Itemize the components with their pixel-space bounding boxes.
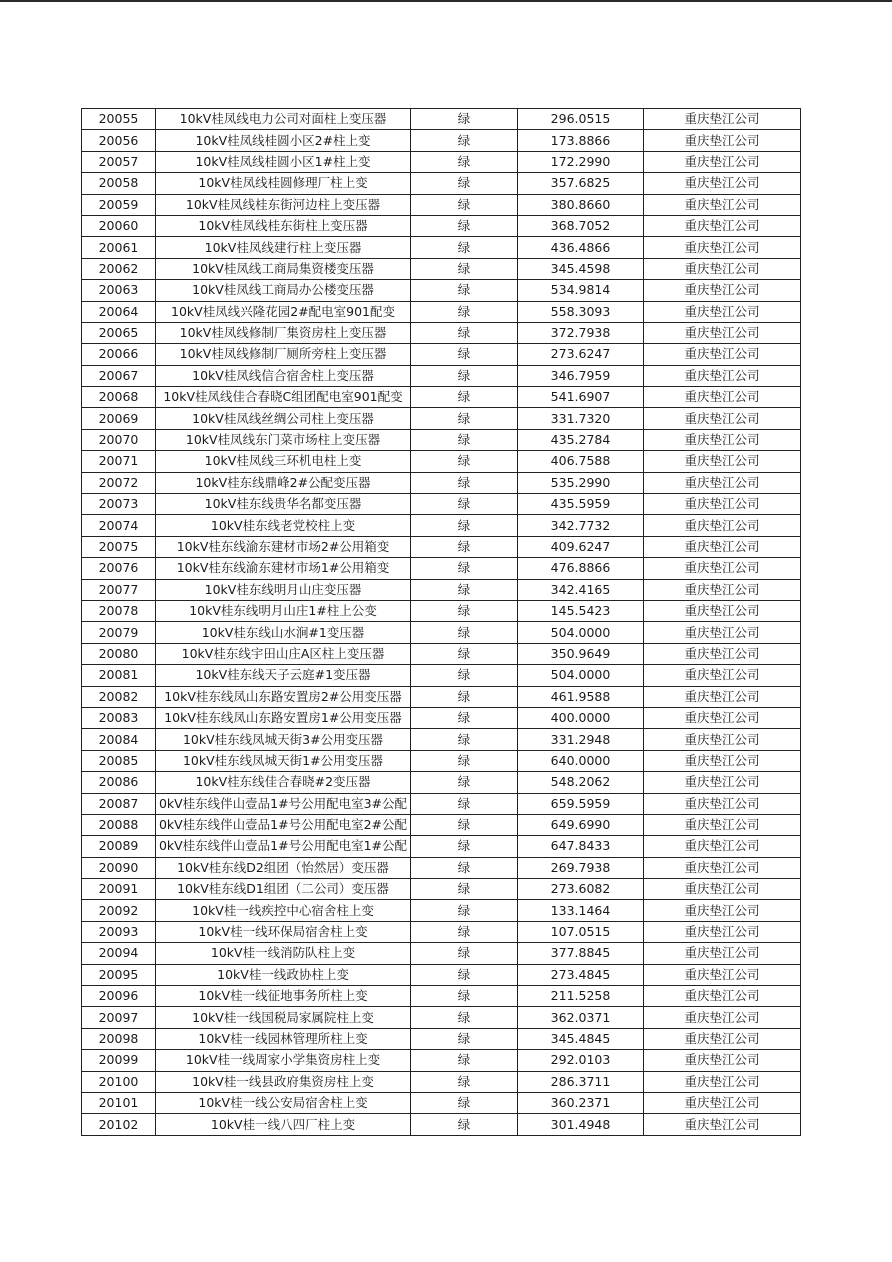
- cell-transformer-name[interactable]: 10kV桂凤线建行柱上变压器: [156, 237, 411, 258]
- cell-transformer-name[interactable]: 10kV桂一线疾控中心宿舍柱上变: [156, 900, 411, 921]
- table-row: [82, 173, 801, 194]
- table-row: [82, 130, 801, 151]
- cell-transformer-name[interactable]: 10kV桂东线贵华名都变压器: [156, 494, 411, 515]
- cell-value[interactable]: 435.5959: [518, 494, 644, 515]
- cell-value[interactable]: 409.6247: [518, 536, 644, 557]
- cell-status-color[interactable]: 绿: [411, 215, 518, 236]
- cell-value[interactable]: 436.4866: [518, 237, 644, 258]
- cell-status-color[interactable]: 绿: [411, 1007, 518, 1028]
- cell-id[interactable]: 20057: [82, 151, 156, 172]
- cell-company[interactable]: 重庆垫江公司: [644, 1028, 801, 1049]
- cell-id[interactable]: 20095: [82, 964, 156, 985]
- cell-transformer-name[interactable]: 10kV桂东线天子云庭#1变压器: [156, 665, 411, 686]
- table-row: [82, 151, 801, 172]
- cell-id[interactable]: 20084: [82, 729, 156, 750]
- cell-transformer-name[interactable]: 10kV桂凤线工商局办公楼变压器: [156, 280, 411, 301]
- cell-company[interactable]: 重庆垫江公司: [644, 707, 801, 728]
- cell-value[interactable]: 476.8866: [518, 558, 644, 579]
- cell-company[interactable]: 重庆垫江公司: [644, 429, 801, 450]
- cell-company[interactable]: 重庆垫江公司: [644, 579, 801, 600]
- cell-transformer-name[interactable]: 10kV桂东线老党校柱上变: [156, 515, 411, 536]
- cell-company[interactable]: 重庆垫江公司: [644, 536, 801, 557]
- cell-company[interactable]: 重庆垫江公司: [644, 344, 801, 365]
- cell-value[interactable]: 640.0000: [518, 750, 644, 771]
- cell-value[interactable]: 504.0000: [518, 665, 644, 686]
- cell-id[interactable]: 20089: [82, 836, 156, 857]
- cell-company[interactable]: 重庆垫江公司: [644, 921, 801, 942]
- cell-value[interactable]: 372.7938: [518, 322, 644, 343]
- cell-id[interactable]: 20078: [82, 600, 156, 621]
- cell-id[interactable]: 20076: [82, 558, 156, 579]
- cell-id[interactable]: 20098: [82, 1028, 156, 1049]
- cell-id[interactable]: 20090: [82, 857, 156, 878]
- cell-id[interactable]: 20086: [82, 772, 156, 793]
- table-row: [82, 237, 801, 258]
- cell-status-color[interactable]: 绿: [411, 986, 518, 1007]
- cell-company[interactable]: 重庆垫江公司: [644, 750, 801, 771]
- cell-value[interactable]: 301.4948: [518, 1114, 644, 1135]
- cell-value[interactable]: 368.7052: [518, 215, 644, 236]
- cell-status-color[interactable]: 绿: [411, 258, 518, 279]
- cell-value[interactable]: 273.4845: [518, 964, 644, 985]
- cell-status-color[interactable]: 绿: [411, 237, 518, 258]
- cell-id[interactable]: 20062: [82, 258, 156, 279]
- cell-company[interactable]: 重庆垫江公司: [644, 986, 801, 1007]
- cell-transformer-name[interactable]: 0kV桂东线伴山壹品1#号公用配电室3#公配: [156, 793, 411, 814]
- cell-id[interactable]: 20091: [82, 879, 156, 900]
- cell-transformer-name[interactable]: 10kV桂凤线三环机电柱上变: [156, 451, 411, 472]
- cell-value[interactable]: 558.3093: [518, 301, 644, 322]
- table-row: [82, 622, 801, 643]
- cell-id[interactable]: 20065: [82, 322, 156, 343]
- table-row: [82, 729, 801, 750]
- cell-value[interactable]: 504.0000: [518, 622, 644, 643]
- cell-status-color[interactable]: 绿: [411, 686, 518, 707]
- cell-status-color[interactable]: 绿: [411, 301, 518, 322]
- cell-status-color[interactable]: 绿: [411, 600, 518, 621]
- cell-transformer-name[interactable]: 10kV桂一线征地事务所柱上变: [156, 986, 411, 1007]
- table-row: [82, 686, 801, 707]
- cell-transformer-name[interactable]: 10kV桂一线园林管理所柱上变: [156, 1028, 411, 1049]
- table-row: [82, 1050, 801, 1071]
- table-row: [82, 258, 801, 279]
- table-row: [82, 579, 801, 600]
- cell-id[interactable]: 20068: [82, 387, 156, 408]
- cell-company[interactable]: 重庆垫江公司: [644, 472, 801, 493]
- cell-transformer-name[interactable]: 10kV桂凤线桂圆修理厂柱上变: [156, 173, 411, 194]
- cell-status-color[interactable]: 绿: [411, 1028, 518, 1049]
- table-row: [82, 344, 801, 365]
- cell-transformer-name[interactable]: 10kV桂凤线工商局集资楼变压器: [156, 258, 411, 279]
- table-row: [82, 536, 801, 557]
- cell-transformer-name[interactable]: 10kV桂凤线丝绸公司柱上变压器: [156, 408, 411, 429]
- cell-id[interactable]: 20102: [82, 1114, 156, 1135]
- cell-status-color[interactable]: 绿: [411, 451, 518, 472]
- cell-company[interactable]: 重庆垫江公司: [644, 258, 801, 279]
- table-row: [82, 215, 801, 236]
- cell-id[interactable]: 20073: [82, 494, 156, 515]
- cell-status-color[interactable]: 绿: [411, 729, 518, 750]
- cell-value[interactable]: 273.6247: [518, 344, 644, 365]
- cell-value[interactable]: 406.7588: [518, 451, 644, 472]
- cell-id[interactable]: 20080: [82, 643, 156, 664]
- cell-id[interactable]: 20085: [82, 750, 156, 771]
- table-row: [82, 793, 801, 814]
- table-row: [82, 986, 801, 1007]
- cell-company[interactable]: 重庆垫江公司: [644, 964, 801, 985]
- cell-status-color[interactable]: 绿: [411, 1071, 518, 1092]
- cell-transformer-name[interactable]: 10kV桂东线凤城天街1#公用变压器: [156, 750, 411, 771]
- cell-transformer-name[interactable]: 10kV桂凤线电力公司对面柱上变压器: [156, 109, 411, 130]
- cell-company[interactable]: 重庆垫江公司: [644, 665, 801, 686]
- cell-status-color[interactable]: 绿: [411, 194, 518, 215]
- cell-value[interactable]: 647.8433: [518, 836, 644, 857]
- cell-status-color[interactable]: 绿: [411, 387, 518, 408]
- cell-transformer-name[interactable]: 10kV桂东线D2组团（怡然居）变压器: [156, 857, 411, 878]
- cell-id[interactable]: 20061: [82, 237, 156, 258]
- cell-value[interactable]: 286.3711: [518, 1071, 644, 1092]
- cell-company[interactable]: 重庆垫江公司: [644, 793, 801, 814]
- cell-company[interactable]: 重庆垫江公司: [644, 215, 801, 236]
- cell-status-color[interactable]: 绿: [411, 622, 518, 643]
- cell-transformer-name[interactable]: 10kV桂东线明月山庄1#柱上公变: [156, 600, 411, 621]
- cell-status-color[interactable]: 绿: [411, 793, 518, 814]
- cell-value[interactable]: 292.0103: [518, 1050, 644, 1071]
- cell-id[interactable]: 20069: [82, 408, 156, 429]
- cell-company[interactable]: 重庆垫江公司: [644, 130, 801, 151]
- cell-value[interactable]: 357.6825: [518, 173, 644, 194]
- cell-status-color[interactable]: 绿: [411, 921, 518, 942]
- table-row: [82, 857, 801, 878]
- cell-company[interactable]: 重庆垫江公司: [644, 1114, 801, 1135]
- table-row: [82, 921, 801, 942]
- cell-id[interactable]: 20099: [82, 1050, 156, 1071]
- cell-value[interactable]: 269.7938: [518, 857, 644, 878]
- table-row: [82, 772, 801, 793]
- cell-company[interactable]: 重庆垫江公司: [644, 365, 801, 386]
- cell-id[interactable]: 20079: [82, 622, 156, 643]
- table-row: [82, 408, 801, 429]
- cell-transformer-name[interactable]: 10kV桂一线公安局宿舍柱上变: [156, 1092, 411, 1113]
- cell-value[interactable]: 133.1464: [518, 900, 644, 921]
- cell-transformer-name[interactable]: 10kV桂东线凤山东路安置房2#公用变压器: [156, 686, 411, 707]
- cell-status-color[interactable]: 绿: [411, 707, 518, 728]
- cell-value[interactable]: 377.8845: [518, 943, 644, 964]
- table-row: [82, 109, 801, 130]
- table-row: [82, 836, 801, 857]
- cell-status-color[interactable]: 绿: [411, 408, 518, 429]
- cell-value[interactable]: 380.8660: [518, 194, 644, 215]
- cell-company[interactable]: 重庆垫江公司: [644, 857, 801, 878]
- cell-value[interactable]: 400.0000: [518, 707, 644, 728]
- table-row: [82, 665, 801, 686]
- transformer-table: [81, 108, 801, 1136]
- cell-transformer-name[interactable]: 10kV桂东线明月山庄变压器: [156, 579, 411, 600]
- cell-id[interactable]: 20075: [82, 536, 156, 557]
- cell-status-color[interactable]: 绿: [411, 943, 518, 964]
- cell-id[interactable]: 20063: [82, 280, 156, 301]
- cell-transformer-name[interactable]: 10kV桂凤线东门菜市场柱上变压器: [156, 429, 411, 450]
- cell-transformer-name[interactable]: 0kV桂东线伴山壹品1#号公用配电室1#公配: [156, 836, 411, 857]
- cell-id[interactable]: 20093: [82, 921, 156, 942]
- cell-transformer-name[interactable]: 10kV桂东线佳合春晓#2变压器: [156, 772, 411, 793]
- cell-transformer-name[interactable]: 10kV桂凤线修制厂厕所旁柱上变压器: [156, 344, 411, 365]
- cell-value[interactable]: 548.2062: [518, 772, 644, 793]
- cell-id[interactable]: 20087: [82, 793, 156, 814]
- table-row: [82, 1071, 801, 1092]
- table-row: [82, 1092, 801, 1113]
- cell-company[interactable]: 重庆垫江公司: [644, 301, 801, 322]
- cell-status-color[interactable]: 绿: [411, 280, 518, 301]
- table-row: [82, 707, 801, 728]
- cell-value[interactable]: 172.2990: [518, 151, 644, 172]
- table-row: [82, 600, 801, 621]
- cell-status-color[interactable]: 绿: [411, 964, 518, 985]
- cell-value[interactable]: 350.9649: [518, 643, 644, 664]
- cell-id[interactable]: 20059: [82, 194, 156, 215]
- table-row: [82, 964, 801, 985]
- cell-id[interactable]: 20083: [82, 707, 156, 728]
- cell-id[interactable]: 20058: [82, 173, 156, 194]
- cell-id[interactable]: 20064: [82, 301, 156, 322]
- cell-company[interactable]: 重庆垫江公司: [644, 1007, 801, 1028]
- cell-transformer-name[interactable]: 10kV桂东线山水涧#1变压器: [156, 622, 411, 643]
- cell-status-color[interactable]: 绿: [411, 536, 518, 557]
- cell-status-color[interactable]: 绿: [411, 900, 518, 921]
- cell-value[interactable]: 331.2948: [518, 729, 644, 750]
- cell-value[interactable]: 360.2371: [518, 1092, 644, 1113]
- table-row: [82, 494, 801, 515]
- cell-id[interactable]: 20067: [82, 365, 156, 386]
- table-row: [82, 643, 801, 664]
- cell-id[interactable]: 20094: [82, 943, 156, 964]
- cell-id[interactable]: 20081: [82, 665, 156, 686]
- table-row: [82, 280, 801, 301]
- cell-status-color[interactable]: 绿: [411, 643, 518, 664]
- cell-company[interactable]: 重庆垫江公司: [644, 408, 801, 429]
- page-top-border: [0, 0, 892, 2]
- cell-transformer-name[interactable]: 10kV桂东线凤山东路安置房1#公用变压器: [156, 707, 411, 728]
- cell-value[interactable]: 435.2784: [518, 429, 644, 450]
- cell-value[interactable]: 345.4598: [518, 258, 644, 279]
- cell-status-color[interactable]: 绿: [411, 365, 518, 386]
- cell-value[interactable]: 145.5423: [518, 600, 644, 621]
- cell-company[interactable]: 重庆垫江公司: [644, 322, 801, 343]
- cell-value[interactable]: 659.5959: [518, 793, 644, 814]
- cell-id[interactable]: 20070: [82, 429, 156, 450]
- cell-id[interactable]: 20066: [82, 344, 156, 365]
- table-row: [82, 429, 801, 450]
- cell-status-color[interactable]: 绿: [411, 344, 518, 365]
- cell-transformer-name[interactable]: 10kV桂一线周家小学集资房柱上变: [156, 1050, 411, 1071]
- cell-status-color[interactable]: 绿: [411, 750, 518, 771]
- cell-value[interactable]: 273.6082: [518, 879, 644, 900]
- cell-transformer-name[interactable]: 10kV桂凤线修制厂集资房柱上变压器: [156, 322, 411, 343]
- cell-transformer-name[interactable]: 10kV桂一线政协柱上变: [156, 964, 411, 985]
- cell-transformer-name[interactable]: 10kV桂东线宇田山庄A区柱上变压器: [156, 643, 411, 664]
- table-row: [82, 1028, 801, 1049]
- cell-transformer-name[interactable]: 0kV桂东线伴山壹品1#号公用配电室2#公配: [156, 814, 411, 835]
- cell-company[interactable]: 重庆垫江公司: [644, 643, 801, 664]
- cell-id[interactable]: 20072: [82, 472, 156, 493]
- cell-company[interactable]: 重庆垫江公司: [644, 686, 801, 707]
- cell-transformer-name[interactable]: 10kV桂东线渝东建材市场2#公用箱变: [156, 536, 411, 557]
- cell-status-color[interactable]: 绿: [411, 1050, 518, 1071]
- cell-transformer-name[interactable]: 10kV桂东线凤城天街3#公用变压器: [156, 729, 411, 750]
- cell-status-color[interactable]: 绿: [411, 173, 518, 194]
- cell-company[interactable]: 重庆垫江公司: [644, 1092, 801, 1113]
- cell-company[interactable]: 重庆垫江公司: [644, 387, 801, 408]
- table-row: [82, 943, 801, 964]
- table-row: [82, 472, 801, 493]
- cell-company[interactable]: 重庆垫江公司: [644, 194, 801, 215]
- cell-status-color[interactable]: 绿: [411, 814, 518, 835]
- cell-company[interactable]: 重庆垫江公司: [644, 1050, 801, 1071]
- cell-id[interactable]: 20101: [82, 1092, 156, 1113]
- cell-transformer-name[interactable]: 10kV桂一线消防队柱上变: [156, 943, 411, 964]
- cell-id[interactable]: 20060: [82, 215, 156, 236]
- cell-value[interactable]: 173.8866: [518, 130, 644, 151]
- cell-value[interactable]: 107.0515: [518, 921, 644, 942]
- cell-status-color[interactable]: 绿: [411, 429, 518, 450]
- cell-company[interactable]: 重庆垫江公司: [644, 814, 801, 835]
- table-row: [82, 365, 801, 386]
- cell-status-color[interactable]: 绿: [411, 857, 518, 878]
- cell-value[interactable]: 342.4165: [518, 579, 644, 600]
- cell-company[interactable]: 重庆垫江公司: [644, 600, 801, 621]
- cell-transformer-name[interactable]: 10kV桂凤线桂东街河边柱上变压器: [156, 194, 411, 215]
- cell-transformer-name[interactable]: 10kV桂一线环保局宿舍柱上变: [156, 921, 411, 942]
- cell-transformer-name[interactable]: 10kV桂凤线桂圆小区1#柱上变: [156, 151, 411, 172]
- table-row: [82, 451, 801, 472]
- table-row: [82, 1007, 801, 1028]
- table-row: [82, 900, 801, 921]
- cell-transformer-name[interactable]: 10kV桂东线D1组团（二公司）变压器: [156, 879, 411, 900]
- cell-transformer-name[interactable]: 10kV桂凤线信合宿舍柱上变压器: [156, 365, 411, 386]
- cell-company[interactable]: 重庆垫江公司: [644, 1071, 801, 1092]
- cell-company[interactable]: 重庆垫江公司: [644, 558, 801, 579]
- cell-id[interactable]: 20082: [82, 686, 156, 707]
- cell-value[interactable]: 331.7320: [518, 408, 644, 429]
- cell-id[interactable]: 20077: [82, 579, 156, 600]
- cell-status-color[interactable]: 绿: [411, 322, 518, 343]
- cell-id[interactable]: 20096: [82, 986, 156, 1007]
- cell-value[interactable]: 362.0371: [518, 1007, 644, 1028]
- cell-id[interactable]: 20055: [82, 109, 156, 130]
- table-body: [82, 109, 801, 1136]
- cell-transformer-name[interactable]: 10kV桂一线国税局家属院柱上变: [156, 1007, 411, 1028]
- cell-id[interactable]: 20097: [82, 1007, 156, 1028]
- cell-transformer-name[interactable]: 10kV桂凤线桂圆小区2#柱上变: [156, 130, 411, 151]
- cell-id[interactable]: 20074: [82, 515, 156, 536]
- cell-status-color[interactable]: 绿: [411, 665, 518, 686]
- cell-status-color[interactable]: 绿: [411, 472, 518, 493]
- cell-transformer-name[interactable]: 10kV桂东线渝东建材市场1#公用箱变: [156, 558, 411, 579]
- cell-company[interactable]: 重庆垫江公司: [644, 151, 801, 172]
- cell-status-color[interactable]: 绿: [411, 494, 518, 515]
- cell-status-color[interactable]: 绿: [411, 1092, 518, 1113]
- table-row: [82, 750, 801, 771]
- table-row: [82, 814, 801, 835]
- table-row: [82, 515, 801, 536]
- cell-status-color[interactable]: 绿: [411, 579, 518, 600]
- cell-status-color[interactable]: 绿: [411, 879, 518, 900]
- cell-company[interactable]: 重庆垫江公司: [644, 622, 801, 643]
- cell-company[interactable]: 重庆垫江公司: [644, 451, 801, 472]
- cell-company[interactable]: 重庆垫江公司: [644, 237, 801, 258]
- cell-company[interactable]: 重庆垫江公司: [644, 494, 801, 515]
- cell-transformer-name[interactable]: 10kV桂凤线佳合春晓C组团配电室901配变: [156, 387, 411, 408]
- cell-company[interactable]: 重庆垫江公司: [644, 879, 801, 900]
- cell-value[interactable]: 345.4845: [518, 1028, 644, 1049]
- cell-company[interactable]: 重庆垫江公司: [644, 515, 801, 536]
- cell-company[interactable]: 重庆垫江公司: [644, 900, 801, 921]
- cell-id[interactable]: 20100: [82, 1071, 156, 1092]
- cell-company[interactable]: 重庆垫江公司: [644, 173, 801, 194]
- cell-status-color[interactable]: 绿: [411, 772, 518, 793]
- table-row: [82, 301, 801, 322]
- cell-value[interactable]: 649.6990: [518, 814, 644, 835]
- cell-company[interactable]: 重庆垫江公司: [644, 109, 801, 130]
- cell-value[interactable]: 461.9588: [518, 686, 644, 707]
- cell-id[interactable]: 20088: [82, 814, 156, 835]
- cell-value[interactable]: 535.2990: [518, 472, 644, 493]
- cell-status-color[interactable]: 绿: [411, 558, 518, 579]
- cell-transformer-name[interactable]: 10kV桂凤线兴隆花园2#配电室901配变: [156, 301, 411, 322]
- table-row: [82, 322, 801, 343]
- table-row: [82, 194, 801, 215]
- cell-transformer-name[interactable]: 10kV桂凤线桂东街柱上变压器: [156, 215, 411, 236]
- cell-company[interactable]: 重庆垫江公司: [644, 772, 801, 793]
- cell-status-color[interactable]: 绿: [411, 1114, 518, 1135]
- table-row: [82, 1114, 801, 1135]
- cell-value[interactable]: 296.0515: [518, 109, 644, 130]
- cell-company[interactable]: 重庆垫江公司: [644, 836, 801, 857]
- cell-transformer-name[interactable]: 10kV桂一线八四厂柱上变: [156, 1114, 411, 1135]
- table-row: [82, 387, 801, 408]
- cell-transformer-name[interactable]: 10kV桂一线县政府集资房柱上变: [156, 1071, 411, 1092]
- cell-company[interactable]: 重庆垫江公司: [644, 729, 801, 750]
- cell-id[interactable]: 20092: [82, 900, 156, 921]
- cell-status-color[interactable]: 绿: [411, 151, 518, 172]
- table-row: [82, 558, 801, 579]
- cell-company[interactable]: 重庆垫江公司: [644, 943, 801, 964]
- cell-id[interactable]: 20071: [82, 451, 156, 472]
- cell-status-color[interactable]: 绿: [411, 515, 518, 536]
- cell-id[interactable]: 20056: [82, 130, 156, 151]
- cell-value[interactable]: 211.5258: [518, 986, 644, 1007]
- cell-value[interactable]: 541.6907: [518, 387, 644, 408]
- cell-company[interactable]: 重庆垫江公司: [644, 280, 801, 301]
- cell-status-color[interactable]: 绿: [411, 130, 518, 151]
- cell-value[interactable]: 342.7732: [518, 515, 644, 536]
- cell-status-color[interactable]: 绿: [411, 836, 518, 857]
- cell-status-color[interactable]: 绿: [411, 109, 518, 130]
- table-row: [82, 879, 801, 900]
- cell-value[interactable]: 346.7959: [518, 365, 644, 386]
- cell-value[interactable]: 534.9814: [518, 280, 644, 301]
- cell-transformer-name[interactable]: 10kV桂东线鼎峰2#公配变压器: [156, 472, 411, 493]
